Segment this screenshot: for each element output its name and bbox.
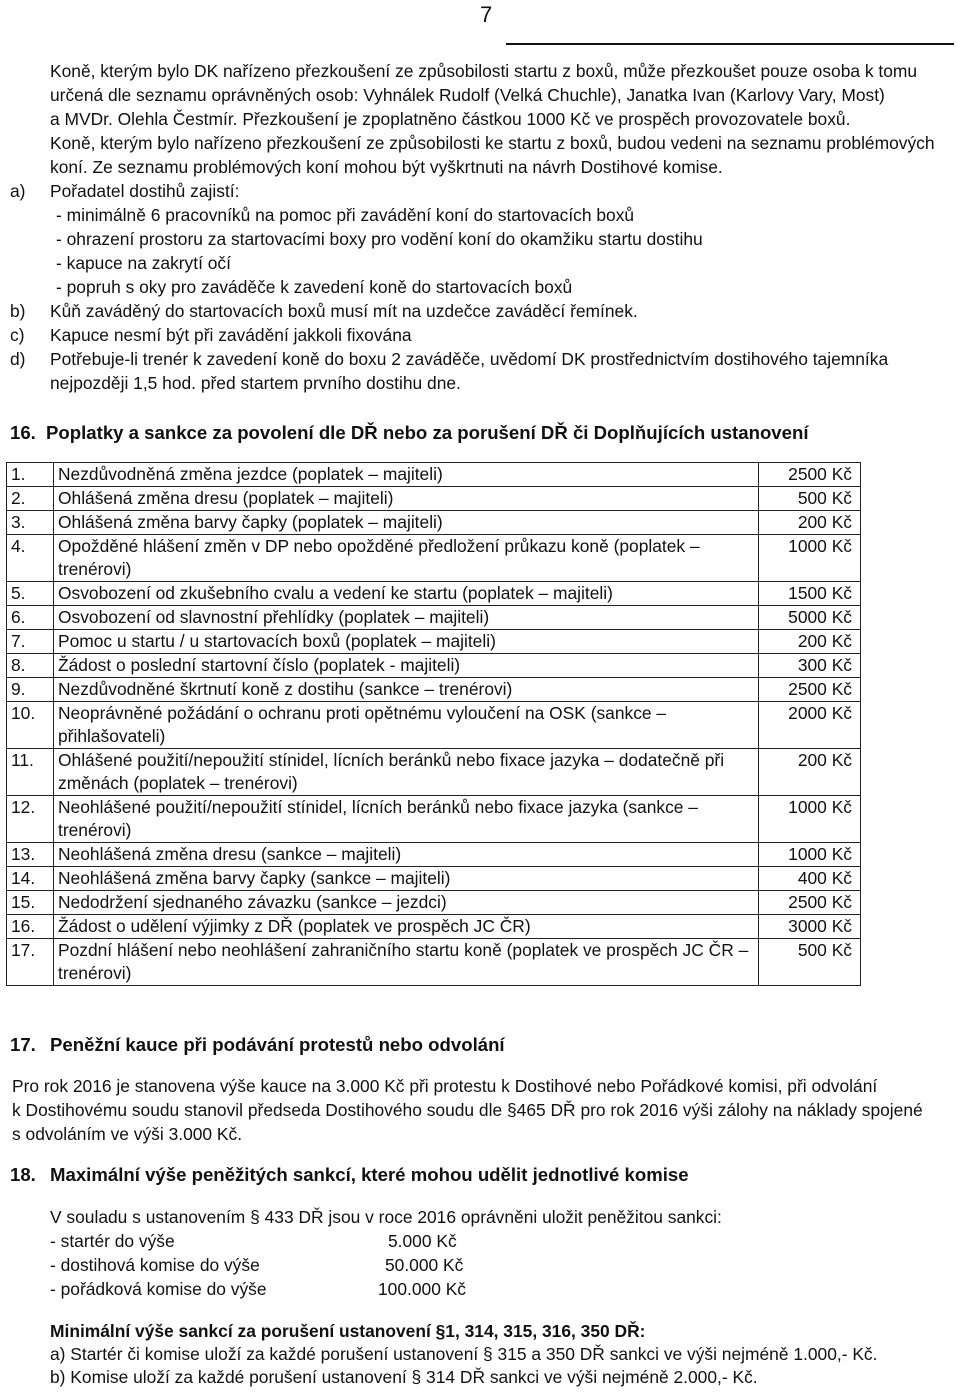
fee-row bbox=[7, 939, 861, 986]
limit-label: - dostihová komise do výše bbox=[50, 1255, 260, 1275]
fee-number: 5. bbox=[7, 582, 54, 606]
fee-number: 3. bbox=[7, 511, 54, 535]
fee-row bbox=[7, 582, 861, 606]
fee-row bbox=[7, 749, 861, 796]
fee-description: Žádost o poslední startovní číslo (poplatek - majiteli) bbox=[54, 654, 759, 678]
fee-description: Ohlášené použití/nepoužití stínidel, lícních beránků nebo fixace jazyka – dodatečně při změnách (poplatek – trenérovi) bbox=[54, 749, 759, 796]
intro-line-1: Koně, kterým bylo DK nařízeno přezkoušení ze způsobilosti startu z boxů, může přezkoušet pouze osoba k tomu bbox=[50, 61, 918, 81]
fee-amount: 200 Kč bbox=[759, 511, 861, 535]
limit-amount: 50.000 Kč bbox=[385, 1255, 464, 1275]
fee-amount: 200 Kč bbox=[759, 749, 861, 796]
fee-number: 12. bbox=[7, 796, 54, 843]
section-17-line-3: s odvoláním ve výši 3.000 Kč. bbox=[12, 1124, 243, 1144]
rule-b-label: b) bbox=[10, 301, 26, 321]
fee-description: Neohlášená změna barvy čapky (sankce – majiteli) bbox=[54, 867, 759, 891]
rule-d-text-line-2: nejpozději 1,5 hod. před startem prvního dostihu dne. bbox=[50, 373, 461, 393]
fee-description: Opožděné hlášení změn v DP nebo opožděné předložení průkazu koně (poplatek – trenérovi) bbox=[54, 535, 759, 582]
intro-line-2: určená dle seznamu oprávněných osob: Vyhnálek Rudolf (Velká Chuchle), Janatka Ivan (Karlovy Vary, Most) bbox=[50, 85, 885, 105]
fee-amount: 2000 Kč bbox=[759, 702, 861, 749]
fee-amount: 400 Kč bbox=[759, 867, 861, 891]
rule-a-item: - minimálně 6 pracovníků na pomoc při zavádění koní do startovacích boxů bbox=[56, 205, 635, 225]
section-16-title: Poplatky a sankce za povolení dle DŘ nebo za porušení DŘ či Doplňujících ustanovení bbox=[46, 422, 809, 443]
section-17-line-1: Pro rok 2016 je stanovena výše kauce na 3.000 Kč při protestu k Dostihové nebo Pořádkové komisi, při odvolání bbox=[12, 1076, 878, 1096]
rule-a-label: a) bbox=[10, 181, 26, 201]
fee-number: 6. bbox=[7, 606, 54, 630]
fee-number: 17. bbox=[7, 939, 54, 986]
fee-amount: 300 Kč bbox=[759, 654, 861, 678]
fee-row bbox=[7, 487, 861, 511]
fee-number: 4. bbox=[7, 535, 54, 582]
limit-amount: 100.000 Kč bbox=[378, 1279, 466, 1299]
fee-row bbox=[7, 463, 861, 487]
section-18-number: 18. bbox=[10, 1164, 36, 1185]
fee-description: Neohlášená změna dresu (sankce – majiteli) bbox=[54, 843, 759, 867]
fee-amount: 200 Kč bbox=[759, 630, 861, 654]
fee-description: Pozdní hlášení nebo neohlášení zahraničního startu koně (poplatek ve prospěch JC ČR – trenérovi) bbox=[54, 939, 759, 986]
fee-amount: 2500 Kč bbox=[759, 891, 861, 915]
rule-b-text: Kůň zaváděný do startovacích boxů musí mít na uzdečce zaváděcí řemínek. bbox=[50, 301, 638, 321]
fee-description: Neoprávněné požádání o ochranu proti opětnému vyloučení na OSK (sankce – přihlašovateli) bbox=[54, 702, 759, 749]
fee-number: 16. bbox=[7, 915, 54, 939]
fee-number: 14. bbox=[7, 867, 54, 891]
fee-row bbox=[7, 678, 861, 702]
fee-amount: 1000 Kč bbox=[759, 843, 861, 867]
fee-row bbox=[7, 796, 861, 843]
fee-row bbox=[7, 630, 861, 654]
fee-description: Ohlášená změna dresu (poplatek – majiteli) bbox=[54, 487, 759, 511]
section-17-line-2: k Dostihovému soudu stanovil předseda Dostihového soudu dle §465 DŘ pro rok 2016 výši zálohy na náklady spojené bbox=[12, 1100, 923, 1120]
fee-description: Nedodržení sjednaného závazku (sankce – jezdci) bbox=[54, 891, 759, 915]
section-18-intro: V souladu s ustanovením § 433 DŘ jsou v roce 2016 oprávněni uložit peněžitou sankci: bbox=[50, 1207, 722, 1227]
intro-line-5: koní. Ze seznamu problémových koní mohou být vyškrtnuti na návrh Dostihové komise. bbox=[50, 157, 723, 177]
intro-line-3: a MVDr. Olehla Čestmír. Přezkoušení je zpoplatněno částkou 1000 Kč ve prospěch provozovatele boxů. bbox=[50, 109, 851, 129]
fee-number: 1. bbox=[7, 463, 54, 487]
section-17-title: Peněžní kauce při podávání protestů nebo odvolání bbox=[50, 1034, 505, 1055]
fee-row bbox=[7, 702, 861, 749]
fee-number: 10. bbox=[7, 702, 54, 749]
rule-d-label: d) bbox=[10, 349, 26, 369]
min-sanctions-title: Minimální výše sankcí za porušení ustanovení §1, 314, 315, 316, 350 DŘ: bbox=[50, 1321, 646, 1341]
fee-amount: 2500 Kč bbox=[759, 678, 861, 702]
fee-amount: 500 Kč bbox=[759, 487, 861, 511]
fee-row bbox=[7, 511, 861, 535]
rule-c-text: Kapuce nesmí být při zavádění jakkoli fixována bbox=[50, 325, 412, 345]
fee-description: Osvobození od zkušebního cvalu a vedení ke startu (poplatek – majiteli) bbox=[54, 582, 759, 606]
fee-amount: 5000 Kč bbox=[759, 606, 861, 630]
limit-label: - startér do výše bbox=[50, 1231, 175, 1251]
fee-row bbox=[7, 915, 861, 939]
section-18-title: Maximální výše peněžitých sankcí, které mohou udělit jednotlivé komise bbox=[50, 1164, 689, 1185]
rule-d-text-line-1: Potřebuje-li trenér k zavedení koně do boxu 2 zaváděče, uvědomí DK prostřednictvím dostihového tajemníka bbox=[50, 349, 889, 369]
fee-number: 8. bbox=[7, 654, 54, 678]
fee-row bbox=[7, 606, 861, 630]
fee-number: 15. bbox=[7, 891, 54, 915]
fee-number: 9. bbox=[7, 678, 54, 702]
fee-amount: 1000 Kč bbox=[759, 796, 861, 843]
fee-row bbox=[7, 654, 861, 678]
intro-line-4: Koně, kterým bylo nařízeno přezkoušení ze způsobilosti ke startu z boxů, budou vedeni na seznamu problémových bbox=[50, 133, 935, 153]
fee-description: Pomoc u startu / u startovacích boxů (poplatek – majiteli) bbox=[54, 630, 759, 654]
fee-description: Ohlášená změna barvy čapky (poplatek – majiteli) bbox=[54, 511, 759, 535]
page-number: 7 bbox=[480, 2, 493, 27]
header-rule bbox=[506, 43, 954, 45]
fee-amount: 1000 Kč bbox=[759, 535, 861, 582]
section-16-number: 16. bbox=[10, 422, 36, 443]
fee-amount: 1500 Kč bbox=[759, 582, 861, 606]
fee-row bbox=[7, 843, 861, 867]
fees-table bbox=[6, 462, 861, 986]
fee-description: Nezdůvodněné škrtnutí koně z dostihu (sankce – trenérovi) bbox=[54, 678, 759, 702]
fee-row bbox=[7, 535, 861, 582]
fee-amount: 500 Kč bbox=[759, 939, 861, 986]
section-17-number: 17. bbox=[10, 1034, 36, 1055]
min-sanction-b: b) Komise uloží za každé porušení ustanovení § 314 DŘ sankci ve výši nejméně 2.000,- Kč. bbox=[50, 1367, 758, 1387]
limit-label: - pořádková komise do výše bbox=[50, 1279, 267, 1299]
limit-amount: 5.000 Kč bbox=[388, 1231, 457, 1251]
fee-description: Žádost o udělení výjimky z DŘ (poplatek ve prospěch JC ČR) bbox=[54, 915, 759, 939]
min-sanction-a: a) Startér či komise uloží za každé porušení ustanovení § 315 a 350 DŘ sankci ve výši nejméně 1.000,- Kč. bbox=[50, 1344, 878, 1364]
rule-a-item: - ohrazení prostoru za startovacími boxy pro vodění koní do okamžiku startu dostihu bbox=[56, 229, 703, 249]
rule-a-item: - popruh s oky pro zaváděče k zavedení koně do startovacích boxů bbox=[56, 277, 573, 297]
fee-row bbox=[7, 867, 861, 891]
fee-amount: 3000 Kč bbox=[759, 915, 861, 939]
rule-a-item: - kapuce na zakrytí očí bbox=[56, 253, 231, 273]
fee-number: 7. bbox=[7, 630, 54, 654]
fee-description: Osvobození od slavnostní přehlídky (poplatek – majiteli) bbox=[54, 606, 759, 630]
fee-number: 11. bbox=[7, 749, 54, 796]
fee-description: Neohlášené použití/nepoužití stínidel, lícních beránků nebo fixace jazyka (sankce – trenérovi) bbox=[54, 796, 759, 843]
rule-a-text: Pořadatel dostihů zajistí: bbox=[50, 181, 240, 201]
fee-description: Nezdůvodněná změna jezdce (poplatek – majiteli) bbox=[54, 463, 759, 487]
fee-number: 13. bbox=[7, 843, 54, 867]
fee-amount: 2500 Kč bbox=[759, 463, 861, 487]
fee-number: 2. bbox=[7, 487, 54, 511]
fee-row bbox=[7, 891, 861, 915]
rule-c-label: c) bbox=[10, 325, 25, 345]
